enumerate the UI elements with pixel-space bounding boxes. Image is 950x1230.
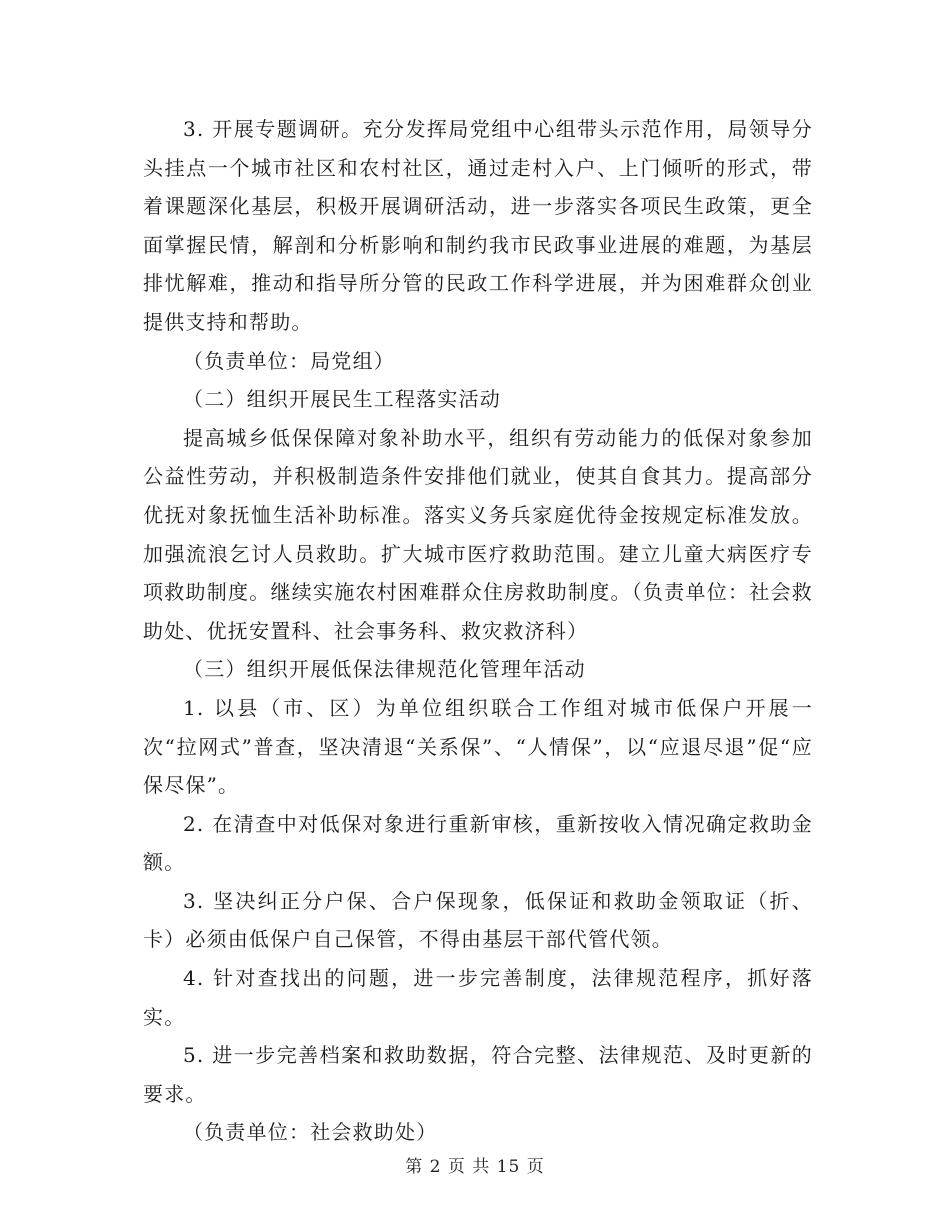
document-body <box>143 110 813 1152</box>
paragraph-item-4: 4. 针对查找出的问题，进一步完善制度，法律规范程序，抓好落实。 <box>143 966 813 1029</box>
page-number: 第 2 页 共 15 页 <box>405 1157 545 1177</box>
paragraph-item-5: 5. 进一步完善档案和救助数据，符合完整、法律规范、及时更新的要求。 <box>143 1043 813 1106</box>
paragraph-research: 3. 开展专题调研。充分发挥局党组中心组带头示范作用，局领导分头挂点一个城市社区和农村社区，通过走村入户、上门倾听的形式，带着课题深化基层，积极开展调研活动，进一步落实各项民生政策，更全面掌握民情，解剖和分析影响和制约我市民政事业进展的难题，为基层排忧解难，推动和指导所分管的民政工作科学进展，并为困难群众创业提供支持和帮助。 <box>143 117 813 334</box>
paragraph-item-3: 3. 坚决纠正分户保、合户保现象，低保证和救助金领取证（折、卡）必须由低保户自己保管，不得由基层干部代管代领。 <box>143 888 813 952</box>
page-footer <box>0 1152 950 1177</box>
section-heading-2: （二）组织开展民生工程落实活动 <box>183 387 501 412</box>
paragraph-responsible-unit: （负责单位：局党组） <box>183 348 395 373</box>
paragraph-livelihood: 提高城乡低保保障对象补助水平，组织有劳动能力的低保对象参加公益性劳动，并积极制造条件安排他们就业，使其自食其力。提高部分优抚对象抚恤生活补助标准。落实义务兵家庭优待金按规定标准发放。加强流浪乞讨人员救助。扩大城市医疗救助范围。建立儿童大病医疗专项救助制度。继续实施农村困难群众住房救助制度。（负责单位：社会救助处、优抚安置科、社会事务科、救灾救济科） <box>143 425 813 643</box>
paragraph-item-1: 1. 以县（市、区）为单位组织联合工作组对城市低保户开展一次“拉网式”普查，坚决清退“关系保”、“人情保”，以“应退尽退”促“应保尽保”。 <box>143 695 813 798</box>
paragraph-item-2: 2. 在清查中对低保对象进行重新审核，重新按收入情况确定救助金额。 <box>143 811 813 875</box>
paragraph-responsible-unit-2: （负责单位：社会救助处） <box>183 1120 438 1145</box>
section-heading-3: （三）组织开展低保法律规范化管理年活动 <box>183 657 586 682</box>
